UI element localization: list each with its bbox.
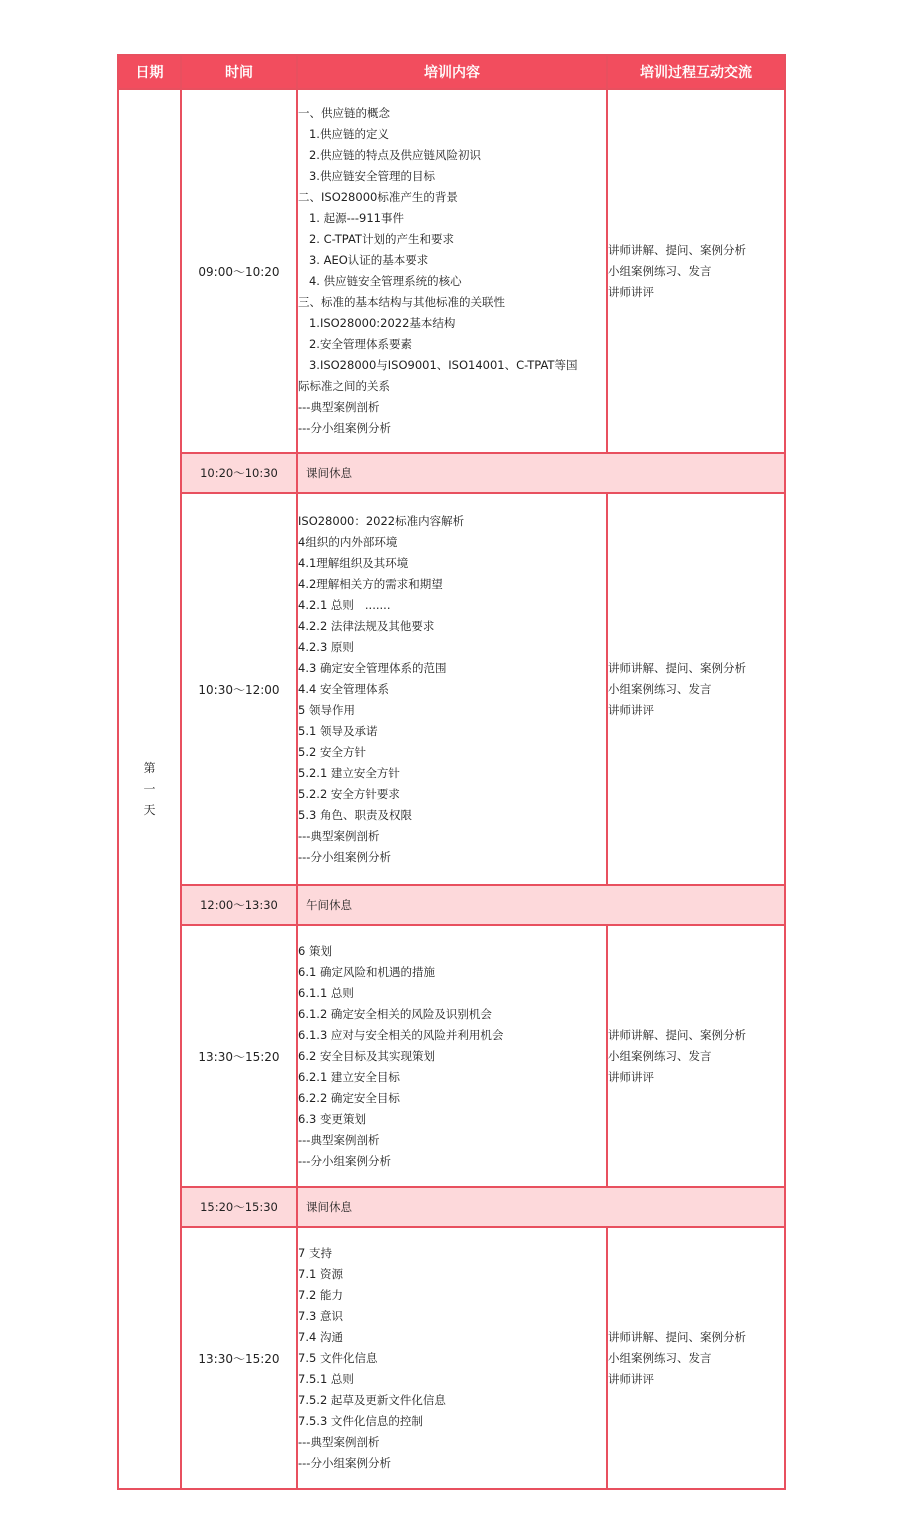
content-line: 7.1 资源 [298,1266,343,1281]
header-date: 日期 [118,55,181,89]
interaction-line: 讲师讲解、提问、案例分析 [608,660,746,675]
content-line: 二、ISO28000标准产生的背景 [298,190,458,204]
content-line: 4. 供应链安全管理系统的核心 [298,274,462,288]
content-line: ---典型案例剖析 [298,1434,380,1449]
time-cell: 10:30～12:00 [181,493,297,885]
content-line: ---典型案例剖析 [298,828,380,843]
day-cell [118,89,181,1489]
content-line: 7.3 意识 [298,1308,343,1323]
content-line: 6.3 变更策划 [298,1111,366,1126]
content-line: 三、标准的基本结构与其他标准的关联性 [298,295,505,309]
break-label: 午间休息 [297,885,785,925]
content-line: 2.安全管理体系要素 [298,337,412,351]
content-line: 5.1 领导及承诺 [298,723,378,738]
header-interaction: 培训过程互动交流 [607,55,785,89]
content-line: 4.1理解组织及其环境 [298,555,409,570]
content-line: 4.3 确定安全管理体系的范围 [298,660,447,675]
table-header-row [118,55,785,89]
day-label-char: 天 [143,802,156,817]
content-line: 5.2.1 建立安全方针 [298,765,400,780]
content-line: 6 策划 [298,943,332,958]
break-row [118,1187,785,1227]
break-row [118,453,785,493]
content-line: 2. C-TPAT计划的产生和要求 [298,232,454,246]
interaction-cell [607,89,785,453]
content-line: 4.2理解相关方的需求和期望 [298,576,443,591]
time-cell: 10:20～10:30 [181,453,297,493]
interaction-cell [607,925,785,1187]
content-line: 1. 起源---911事件 [298,211,404,225]
content-line: 5 领导作用 [298,702,355,717]
content-line: 3. AEO认证的基本要求 [298,253,429,267]
content-line: 6.1.3 应对与安全相关的风险并利用机会 [298,1027,504,1042]
content-cell [297,493,607,885]
content-line: ISO28000：2022标准内容解析 [298,513,465,528]
training-schedule-table [117,54,786,1490]
content-line: ---分小组案例分析 [298,1455,391,1470]
content-line: 1.ISO28000:2022基本结构 [298,316,456,330]
content-line: ---典型案例剖析 [298,1132,380,1147]
interaction-line: 讲师讲解、提问、案例分析 [608,1329,746,1344]
content-line: ---分小组案例分析 [298,421,391,435]
session-row [118,89,785,453]
content-line: 5.3 角色、职责及权限 [298,807,412,822]
interaction-line: 讲师讲解、提问、案例分析 [608,1027,746,1042]
break-row [118,885,785,925]
session-row [118,493,785,885]
content-line: 7.5.1 总则 [298,1371,354,1386]
interaction-line: 讲师讲评 [608,284,654,299]
content-line: 4.2.1 总则 ....... [298,597,391,612]
content-line: 7.2 能力 [298,1287,343,1302]
interaction-line: 小组案例练习、发言 [608,681,712,696]
time-cell: 13:30～15:20 [181,925,297,1187]
interaction-cell [607,493,785,885]
content-line: 4.2.3 原则 [298,639,354,654]
interaction-line: 讲师讲解、提问、案例分析 [608,242,746,257]
time-cell: 13:30～15:20 [181,1227,297,1489]
content-line: 3.供应链安全管理的目标 [298,169,435,183]
break-label: 课间休息 [297,453,785,493]
interaction-line: 讲师讲评 [608,1371,654,1386]
interaction-line: 讲师讲评 [608,702,654,717]
content-line: 2.供应链的特点及供应链风险初识 [298,148,481,162]
content-line: 7.5.3 文件化信息的控制 [298,1413,423,1428]
content-cell [297,925,607,1187]
interaction-cell [607,1227,785,1489]
interaction-line: 小组案例练习、发言 [608,1350,712,1365]
content-line: 6.1 确定风险和机遇的措施 [298,964,435,979]
content-line: 4.4 安全管理体系 [298,681,389,696]
content-cell [297,89,607,453]
content-line: 1.供应链的定义 [298,127,389,141]
content-cell [297,1227,607,1489]
content-line: 4.2.2 法律法规及其他要求 [298,618,435,633]
content-line: 6.1.1 总则 [298,985,354,1000]
day-label-char: 第 [143,760,156,775]
session-row [118,925,785,1187]
content-line: ---分小组案例分析 [298,1153,391,1168]
time-cell: 12:00～13:30 [181,885,297,925]
content-line: 一、供应链的概念 [298,106,390,120]
content-line: 5.2.2 安全方针要求 [298,786,400,801]
content-line: 3.ISO28000与ISO9001、ISO14001、C-TPAT等国 [298,358,578,372]
day-label-char: 一 [143,781,156,796]
content-line: 7.5 文件化信息 [298,1350,378,1365]
schedule-body [118,89,785,1489]
session-row [118,1227,785,1489]
interaction-line: 小组案例练习、发言 [608,263,712,278]
content-line: 7.4 沟通 [298,1329,343,1344]
content-line: 际标准之间的关系 [298,379,390,393]
content-line: 6.2.2 确定安全目标 [298,1090,400,1105]
interaction-line: 讲师讲评 [608,1069,654,1084]
interaction-line: 小组案例练习、发言 [608,1048,712,1063]
content-line: 6.1.2 确定安全相关的风险及识别机会 [298,1006,492,1021]
break-label: 课间休息 [297,1187,785,1227]
content-line: 5.2 安全方针 [298,744,366,759]
content-line: ---典型案例剖析 [298,400,380,414]
content-line: 4组织的内外部环境 [298,534,398,549]
time-cell: 15:20～15:30 [181,1187,297,1227]
content-line: 7.5.2 起草及更新文件化信息 [298,1392,446,1407]
content-line: 6.2.1 建立安全目标 [298,1069,400,1084]
header-content: 培训内容 [297,55,607,89]
time-cell: 09:00～10:20 [181,89,297,453]
content-line: 6.2 安全目标及其实现策划 [298,1048,435,1063]
content-line: 7 支持 [298,1245,332,1260]
header-time: 时间 [181,55,297,89]
content-line: ---分小组案例分析 [298,849,391,864]
